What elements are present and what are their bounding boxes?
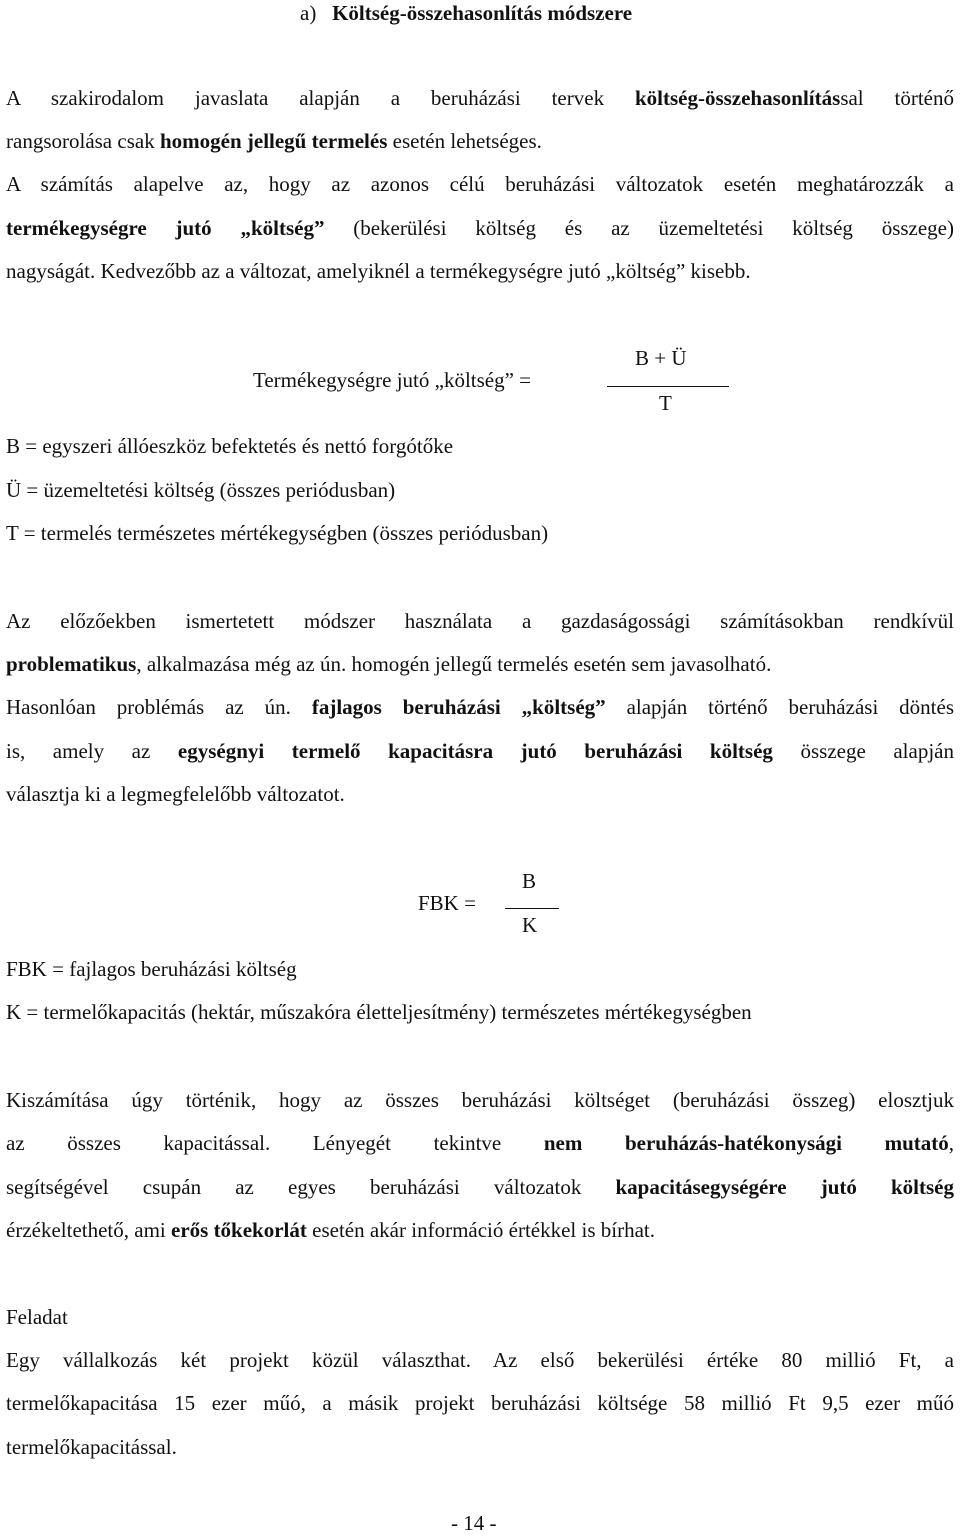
- page-number: - 14 -: [451, 1511, 497, 1535]
- p2-line5: választja ki a legmegfelelőbb változatot.: [6, 782, 345, 806]
- def-b: B = egyszeri állóeszköz befektetés és nettó forgótőke: [6, 434, 454, 458]
- p1-line1: A szakirodalom javaslata alapján a beruházási tervek költség-összehasonlítással történő: [6, 86, 954, 110]
- p2-line4: is, amely az egységnyi termelő kapacitásra jutó beruházási költség összege alapján: [6, 739, 954, 763]
- def-t: T = termelés természetes mértékegységben (összes periódusban): [6, 521, 549, 545]
- formula1-fraction-bar: [607, 386, 729, 387]
- p2-line2: problematikus, alkalmazása még az ún. homogén jellegű termelés esetén sem javasolható.: [6, 652, 772, 676]
- def-fbk: FBK = fajlagos beruházási költség: [6, 957, 297, 981]
- formula2-fraction-bar: [505, 908, 559, 909]
- p1-line2: rangsorolása csak homogén jellegű termelés esetén lehetséges.: [6, 129, 542, 153]
- def-u: Ü = üzemeltetési költség (összes periódusban): [6, 478, 396, 502]
- task-title: Feladat: [6, 1305, 68, 1329]
- p3-line1: Kiszámítása úgy történik, hogy az összes beruházási költséget (beruházási összeg) elosztjuk: [6, 1088, 954, 1112]
- p3-line3: segítségével csupán az egyes beruházási változatok kapacitásegységére jutó költség: [6, 1175, 954, 1199]
- formula1-denominator: T: [659, 391, 672, 415]
- p2-line1: Az előzőekben ismertetett módszer használata a gazdaságossági számításokban rendkívül: [6, 609, 954, 633]
- p1-line5: nagyságát. Kedvezőbb az a változat, amelyiknél a termékegységre jutó „költség” kisebb.: [6, 259, 751, 283]
- heading-title: Költség-összehasonlítás módszere: [332, 1, 633, 25]
- formula2-denominator: K: [522, 913, 538, 937]
- formula1-numerator: B + Ü: [635, 346, 687, 370]
- p2-line3: Hasonlóan problémás az ún. fajlagos beruházási „költség” alapján történő beruházási döntés: [6, 695, 955, 719]
- formula2-numerator: B: [522, 869, 537, 893]
- def-k: K = termelőkapacitás (hektár, műszakóra életteljesítmény) természetes mértékegységben: [6, 1000, 752, 1024]
- task-line2: termelőkapacitása 15 ezer műó, a másik projekt beruházási költsége 58 millió Ft 9,5 ezer műó: [6, 1391, 954, 1415]
- p1-line4: termékegységre jutó „költség” (bekerülési költség és az üzemeltetési költség összege): [6, 216, 954, 240]
- heading-marker: a): [300, 1, 317, 25]
- task-line1: Egy vállalkozás két projekt közül választhat. Az első bekerülési értéke 80 millió Ft, a: [6, 1348, 954, 1372]
- p3-line2: az összes kapacitással. Lényegét tekintve nem beruházás-hatékonysági mutató,: [6, 1131, 954, 1155]
- p1-line3: A számítás alapelve az, hogy az azonos célú beruházási változatok esetén meghatározzák a: [6, 172, 954, 196]
- p3-line4: érzékeltethető, ami erős tőkekorlát esetén akár információ értékkel is bírhat.: [6, 1218, 655, 1242]
- section-heading: [300, 3, 632, 24]
- formula1-lhs: Termékegységre jutó „költség” =: [253, 368, 532, 392]
- formula2-lhs: FBK =: [418, 891, 476, 915]
- task-line3: termelőkapacitással.: [6, 1435, 177, 1459]
